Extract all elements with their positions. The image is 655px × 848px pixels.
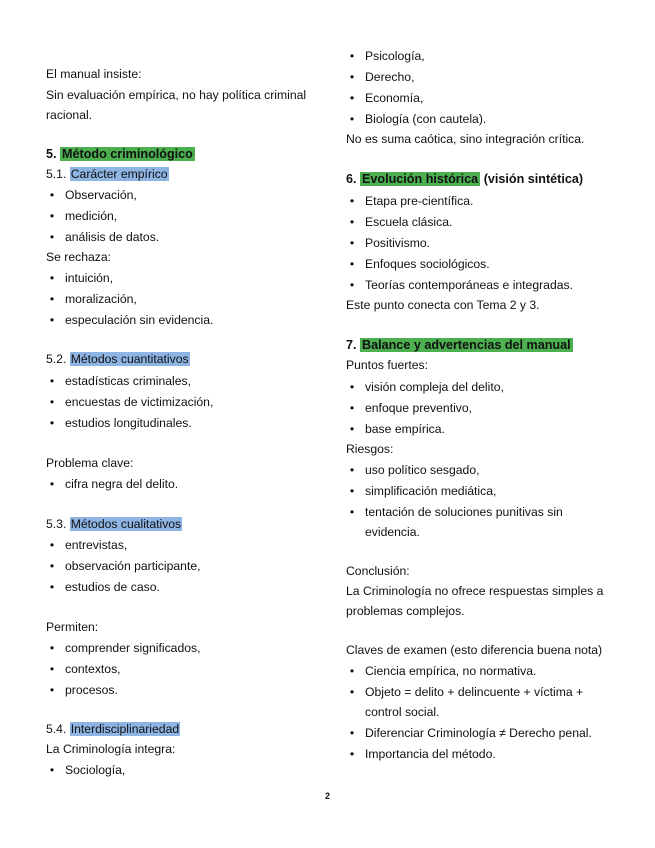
subsection-title: Métodos cualitativos	[70, 517, 182, 531]
bullet-icon: •	[49, 230, 55, 244]
bullet-icon: •	[349, 215, 355, 229]
bullet-icon: •	[49, 559, 55, 573]
text-line: No es suma caótica, sino integración crítica.	[346, 132, 585, 146]
page-number: 2	[324, 791, 330, 801]
bullet-icon: •	[349, 726, 355, 740]
bullet-icon: •	[349, 484, 355, 498]
subsection-5-3-heading	[46, 516, 182, 532]
bullet-icon: •	[349, 463, 355, 477]
bullet-icon: •	[349, 194, 355, 208]
bullet-icon: •	[49, 580, 55, 594]
section-number: 5.	[46, 147, 57, 161]
subsection-5-1-heading	[46, 166, 169, 182]
bullet-icon: •	[349, 278, 355, 292]
section-5-heading	[46, 146, 195, 162]
bullet-icon: •	[349, 70, 355, 84]
bullet-icon: •	[349, 236, 355, 250]
text-line: Se rechaza:	[46, 250, 112, 264]
bullet-icon: •	[49, 313, 55, 327]
section-number: 7.	[346, 338, 357, 352]
text-line: Puntos fuertes:	[346, 358, 428, 372]
bullet-icon: •	[349, 664, 355, 678]
bullet-icon: •	[349, 685, 355, 699]
bullet-icon: •	[349, 747, 355, 761]
subsection-5-2-heading	[46, 351, 190, 367]
section-title: Evolución histórica	[362, 172, 479, 186]
bullet-icon: •	[49, 395, 55, 409]
bullet-icon: •	[349, 401, 355, 415]
bullet-icon: •	[49, 683, 55, 697]
subsection-title: Carácter empírico	[70, 167, 168, 181]
text-line: Problema clave:	[46, 456, 134, 470]
bullet-icon: •	[49, 763, 55, 777]
bullet-icon: •	[49, 188, 55, 202]
subsection-number: 5.4.	[46, 722, 67, 736]
text-line: Este punto conecta con Tema 2 y 3.	[346, 298, 540, 312]
subsection-number: 5.1.	[46, 167, 67, 181]
section-title: Método criminológico	[62, 147, 193, 161]
text-line: Riesgos:	[346, 442, 394, 456]
text-line: La Criminología no ofrece respuestas simples a	[346, 584, 604, 598]
intro-line: El manual insiste:	[46, 67, 142, 81]
bullet-icon: •	[49, 292, 55, 306]
text-line: Conclusión:	[346, 564, 410, 578]
bullet-icon: •	[49, 271, 55, 285]
bullet-icon: •	[349, 505, 355, 519]
bullet-icon: •	[349, 257, 355, 271]
subsection-title: Interdisciplinariedad	[70, 722, 180, 736]
intro-line: racional.	[46, 108, 93, 122]
text-line: problemas complejos.	[346, 604, 465, 618]
section-subtitle: (visión sintética)	[483, 172, 584, 186]
bullet-icon: •	[349, 112, 355, 126]
subsection-number: 5.3.	[46, 517, 67, 531]
section-7-heading	[346, 337, 573, 353]
bullet-icon: •	[349, 91, 355, 105]
intro-line: Sin evaluación empírica, no hay política criminal	[46, 88, 307, 102]
section-6-heading	[346, 171, 583, 187]
bullet-icon: •	[49, 662, 55, 676]
bullet-icon: •	[49, 477, 55, 491]
bullet-icon: •	[49, 209, 55, 223]
subsection-number: 5.2.	[46, 352, 67, 366]
subsection-5-4-heading	[46, 721, 180, 737]
section-title: Balance y advertencias del manual	[362, 338, 571, 352]
bullet-icon: •	[49, 374, 55, 388]
bullet-icon: •	[349, 380, 355, 394]
text-line: Claves de examen (esto diferencia buena nota)	[346, 643, 603, 657]
text-line: Permiten:	[46, 620, 99, 634]
subsection-title: Métodos cuantitativos	[70, 352, 189, 366]
text-line: La Criminología integra:	[46, 742, 176, 756]
bullet-icon: •	[349, 49, 355, 63]
bullet-icon: •	[49, 641, 55, 655]
bullet-icon: •	[49, 416, 55, 430]
section-number: 6.	[346, 172, 357, 186]
bullet-icon: •	[49, 538, 55, 552]
bullet-icon: •	[349, 422, 355, 436]
